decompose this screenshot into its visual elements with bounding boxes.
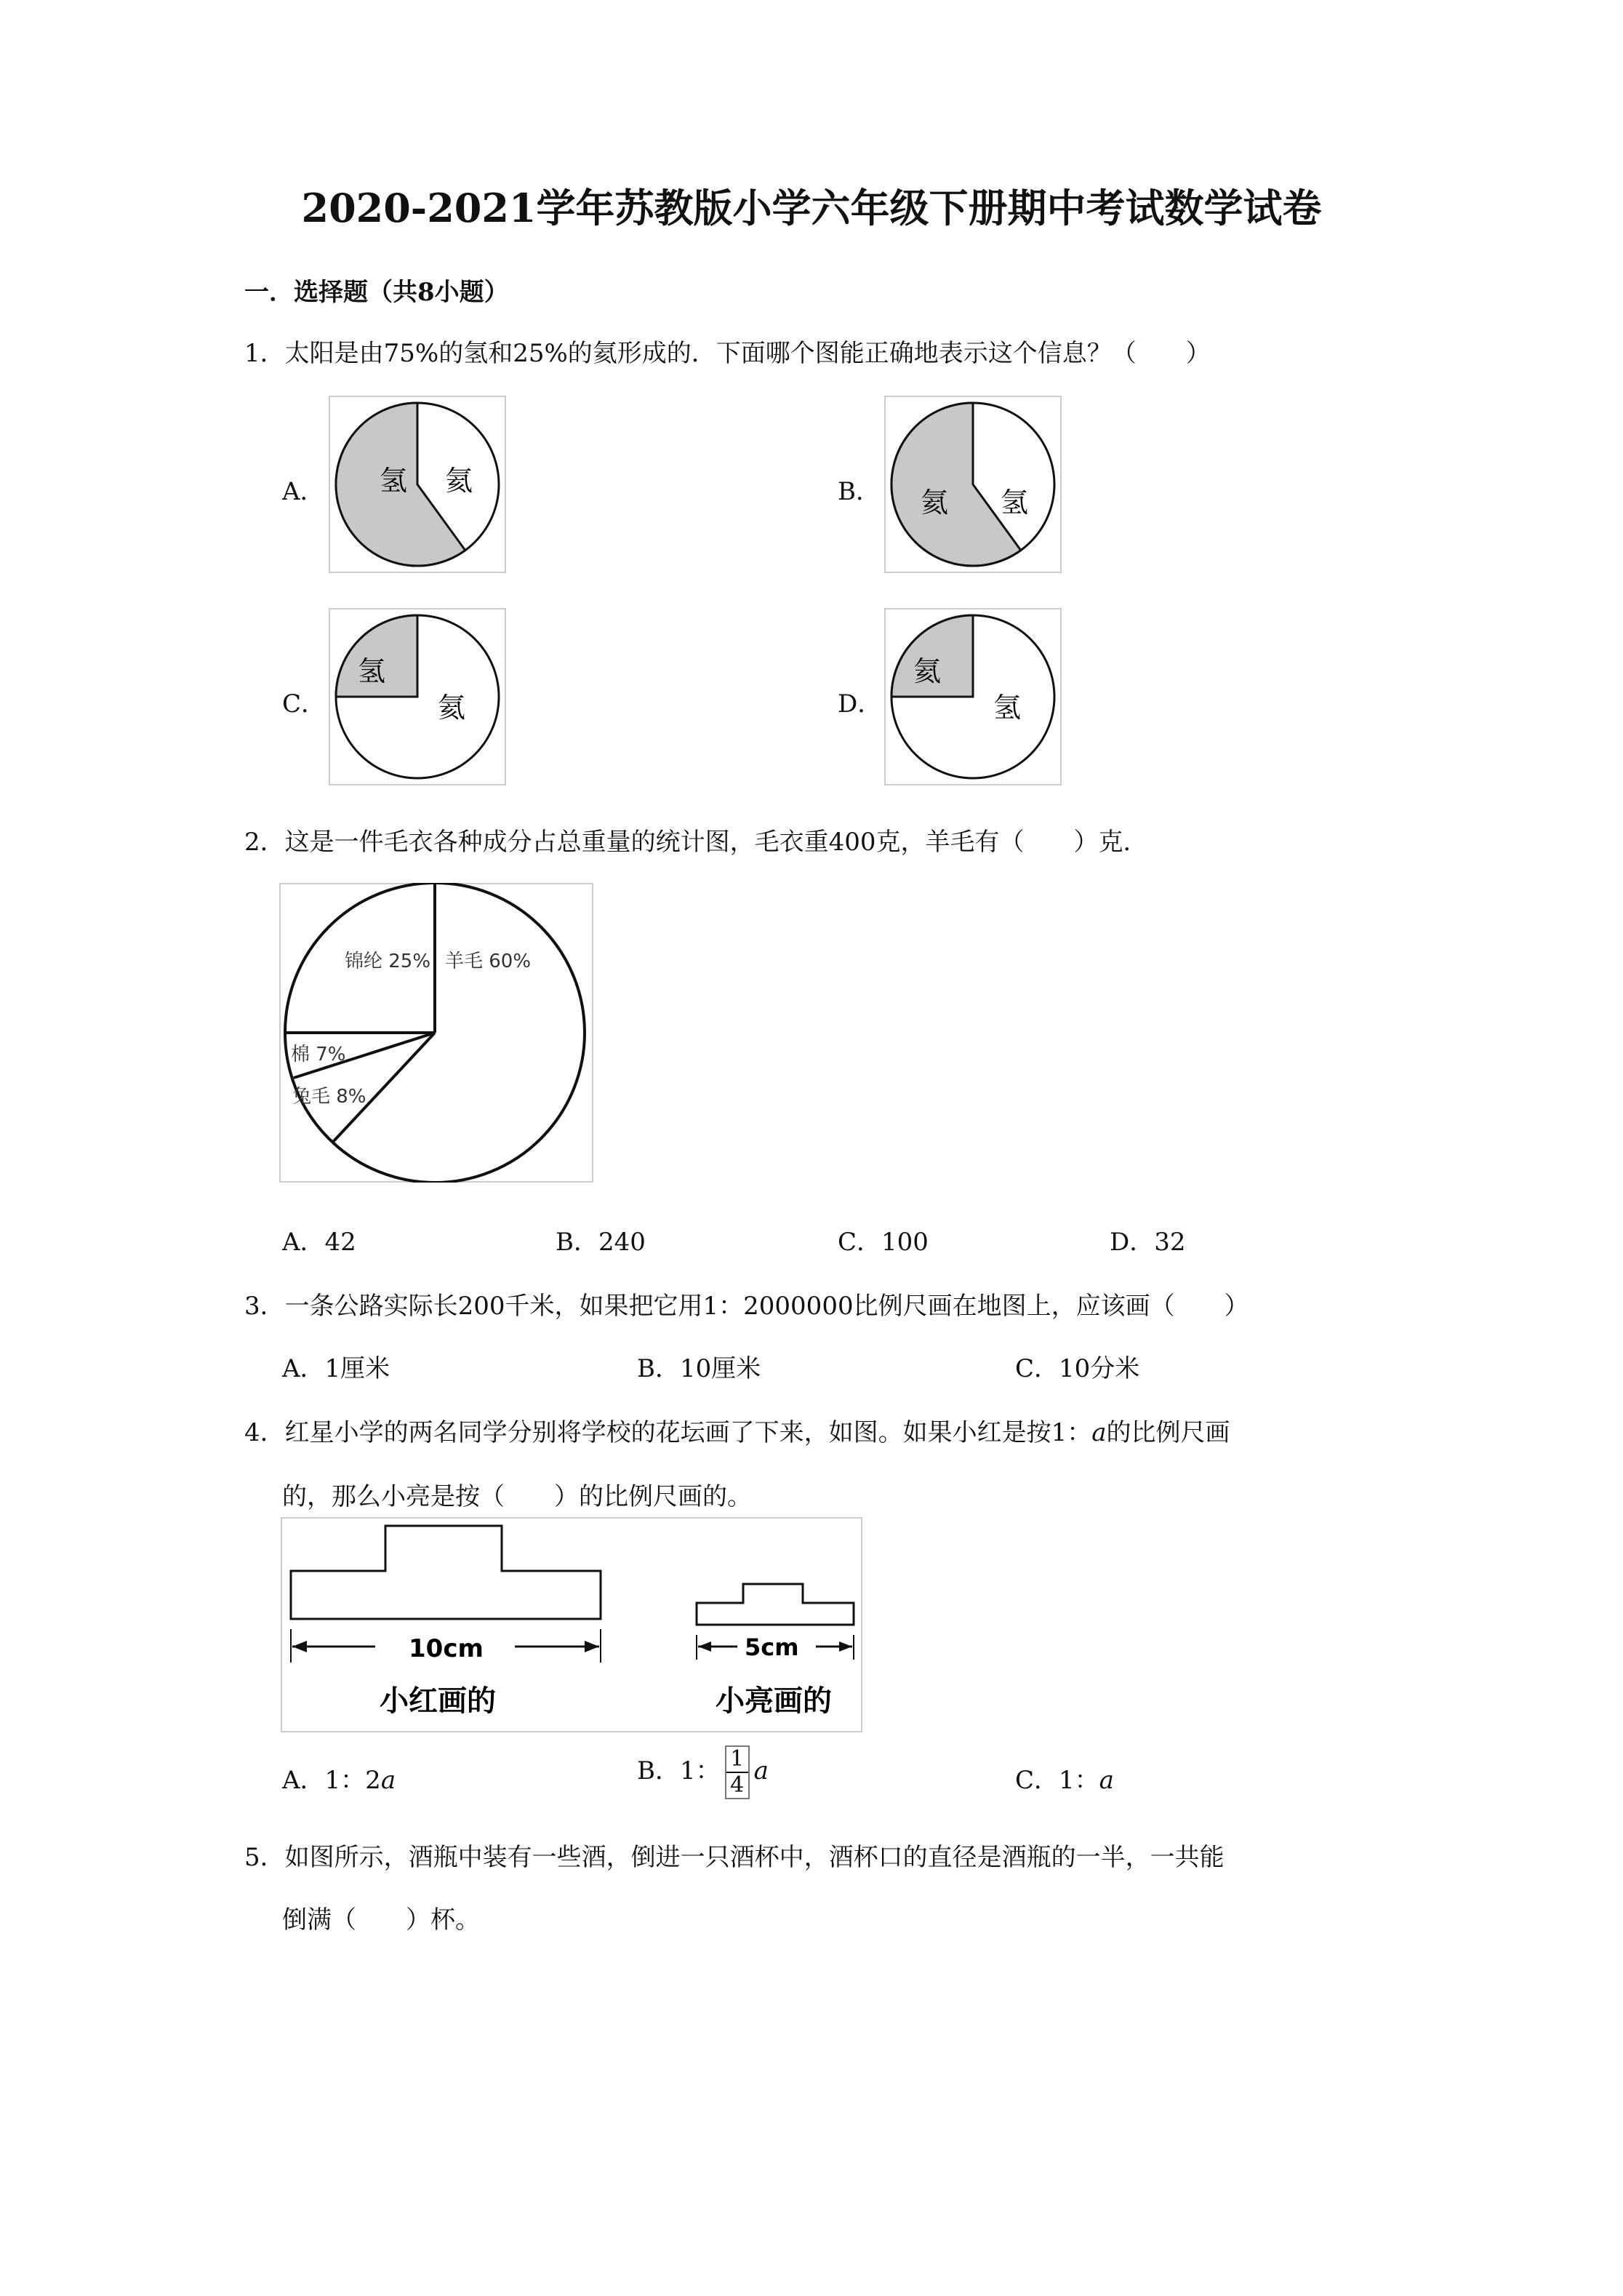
q4-flowerbed-figure: [281, 1517, 862, 1732]
q4-option-c-var: a: [1099, 1766, 1114, 1795]
q1-b-shaded-text: 氦: [921, 487, 949, 519]
q4-option-b-prefix: B．1：: [637, 1756, 721, 1785]
q2-option-d[interactable]: D．32: [1110, 1228, 1186, 1257]
q4-fraction-denominator: 4: [730, 1772, 745, 1798]
q1-c-shaded-text: 氢: [358, 655, 386, 687]
q4-stem-part-a: 4．红星小学的两名同学分别将学校的花坛画了下来，如图。如果小红是按1：: [244, 1418, 1092, 1447]
q1-option-b-pie[interactable]: [884, 396, 1062, 573]
q1-d-shaded-text: 氦: [913, 655, 942, 687]
q2-label-cotton: 棉 7%: [291, 1044, 346, 1065]
q2-label-wool: 羊毛 60%: [445, 951, 532, 972]
q4-right-dimension: 5cm: [745, 1633, 799, 1661]
q2-option-c[interactable]: C．100: [838, 1228, 929, 1257]
question-4-stem-line1: [244, 1412, 1230, 1448]
question-2-stem: 2．这是一件毛衣各种成分占总重量的统计图，毛衣重400克，羊毛有（ ）克．: [244, 828, 1148, 857]
q2-sweater-pie: [279, 883, 593, 1183]
question-5-stem-line1: 5．如图所示，酒瓶中装有一些酒，倒进一只酒杯中，酒杯口的直径是酒瓶的一半，一共能: [244, 1843, 1225, 1872]
section-heading: 一．选择题（共8小题）: [244, 278, 509, 307]
q2-option-b[interactable]: B．240: [556, 1228, 646, 1257]
q4-option-c[interactable]: [1015, 1760, 1114, 1796]
question-5-stem-line2: 倒满（ ）杯。: [282, 1905, 480, 1935]
question-3-stem: 3．一条公路实际长200千米，如果把它用1：2000000比例尺画在地图上，应该画（ ）: [244, 1292, 1249, 1321]
q4-right-caption: 小亮画的: [716, 1684, 832, 1718]
q4-xiaoliang-drawing: [697, 1584, 854, 1625]
q4-xiaohong-drawing: [291, 1526, 601, 1619]
q1-c-white-text: 氦: [438, 692, 466, 724]
q4-option-b-fraction: [725, 1745, 750, 1799]
q2-label-nylon: 锦纶 25%: [345, 951, 431, 972]
q2-label-rabbit: 兔毛 8%: [292, 1086, 366, 1108]
q1-option-d-label: D．: [838, 689, 883, 719]
q1-option-a-pie[interactable]: [329, 396, 506, 573]
q4-option-b[interactable]: [637, 1745, 769, 1799]
q4-stem-part-b: 的比例尺画: [1106, 1418, 1230, 1447]
q4-option-a-var: a: [380, 1766, 396, 1795]
q1-option-b-label: B．: [838, 477, 881, 506]
q3-option-c[interactable]: C．10分米: [1015, 1354, 1140, 1383]
q4-option-c-prefix: C．1：: [1015, 1766, 1099, 1795]
q1-d-white-text: 氢: [993, 692, 1022, 724]
question-4-stem-line2: 的，那么小亮是按（ ）的比例尺画的。: [282, 1482, 752, 1511]
q4-option-a[interactable]: [282, 1760, 396, 1796]
q1-option-a-label: A．: [282, 477, 325, 506]
q1-option-c-pie[interactable]: [329, 608, 506, 785]
q3-option-a[interactable]: A．1厘米: [282, 1354, 390, 1383]
q1-a-white-text: 氦: [445, 465, 473, 497]
question-1-stem: 1．太阳是由75%的氢和25%的氦形成的．下面哪个图能正确地表示这个信息？（ ）: [244, 339, 1211, 368]
q1-a-shaded-text: 氢: [380, 465, 408, 497]
q1-b-white-text: 氢: [1001, 487, 1029, 519]
q4-option-b-var: a: [753, 1756, 769, 1785]
q4-option-a-prefix: A．1：2: [282, 1766, 381, 1795]
q1-option-d-pie[interactable]: [884, 608, 1062, 785]
q4-left-dimension: 10cm: [409, 1634, 484, 1663]
q2-option-a[interactable]: A．42: [282, 1228, 356, 1257]
q3-option-b[interactable]: B．10厘米: [637, 1354, 761, 1383]
q1-option-c-label: C．: [282, 689, 326, 719]
q4-stem-var: a: [1091, 1418, 1107, 1447]
q4-fraction-numerator: 1: [726, 1747, 748, 1773]
page-title: 2020-2021学年苏教版小学六年级下册期中考试数学试卷: [301, 185, 1322, 231]
q4-left-caption: 小红画的: [380, 1684, 496, 1718]
